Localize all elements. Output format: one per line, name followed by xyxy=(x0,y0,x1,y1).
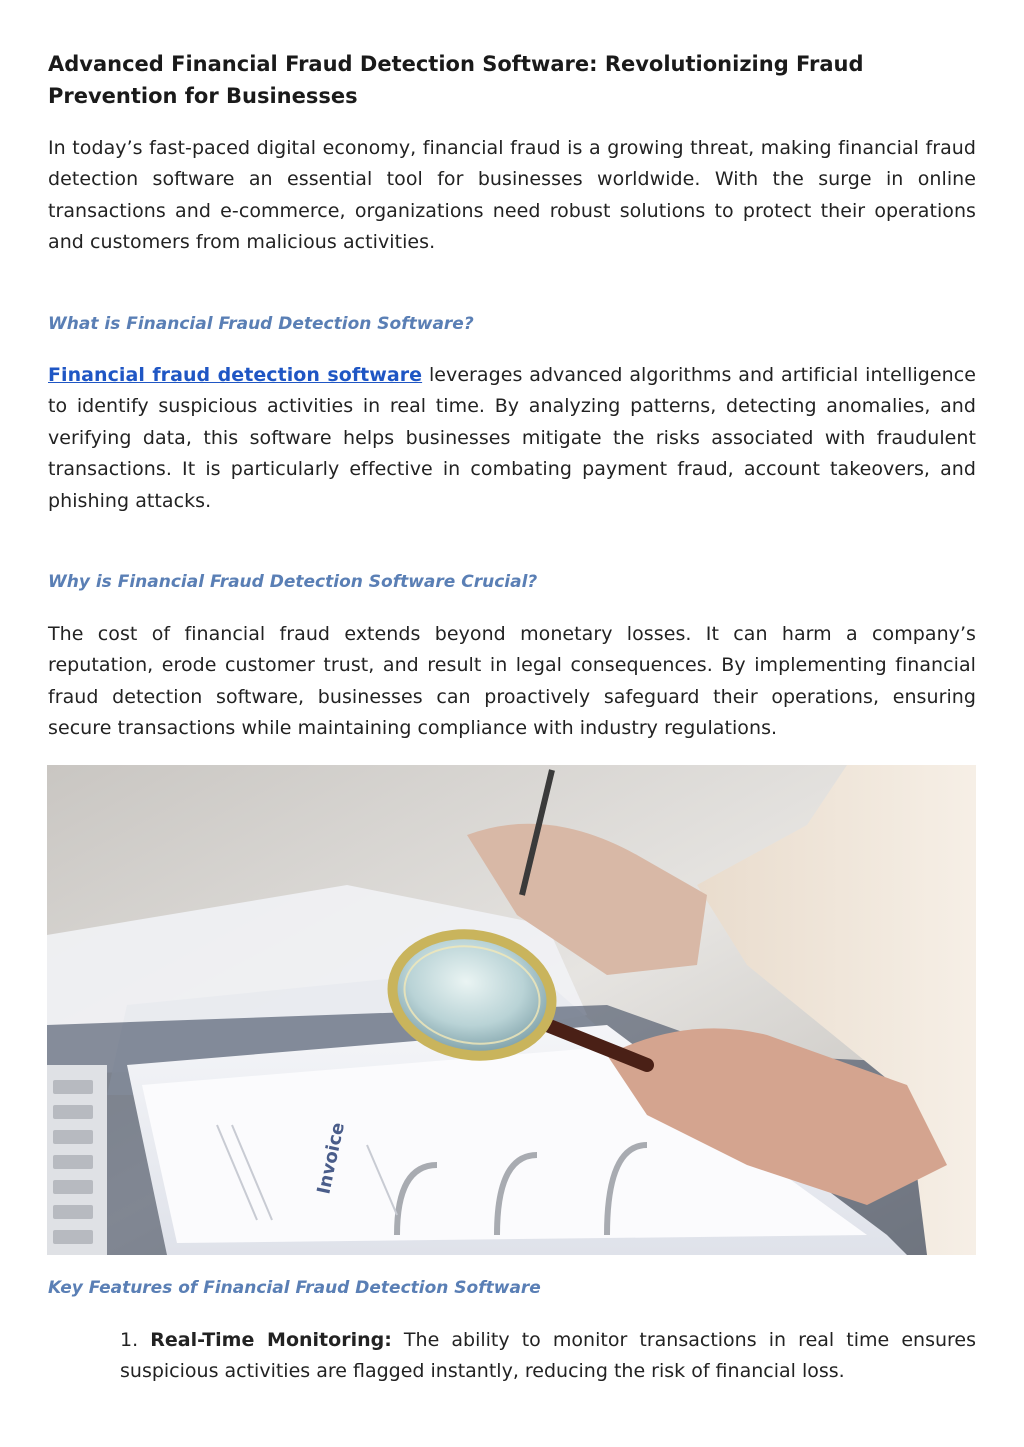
section-heading-what-is: What is Financial Fraud Detection Software? xyxy=(48,314,474,334)
section-body-what-is: leverages advanced algorithms and artificial intelligence to identify suspicious activities in real time. By analyzing patterns, detecting anomalies, and verifying data, this software helps businesses mitigate the risks associated with fraudulent transactions. It is particularly effective in combating payment fraud, account takeovers, and phishing attacks. xyxy=(48,364,976,512)
fraud-software-link[interactable]: Financial fraud detection software xyxy=(48,364,423,386)
section-paragraph-why-crucial: The cost of financial fraud extends beyond monetary losses. It can harm a company’s reputation, erode customer trust, and result in legal consequences. By implementing financial fraud detection software, businesses can proactively safeguard their operations, ensuring secure transactions while maintaining compliance with industry regulations. xyxy=(48,623,976,740)
page-title: Advanced Financial Fraud Detection Software: Revolutionizing Fraud Prevention for Businesses xyxy=(48,52,864,108)
list-item xyxy=(120,1325,976,1388)
section-heading-why-crucial: Why is Financial Fraud Detection Software Crucial? xyxy=(48,572,538,592)
intro-paragraph: In today’s fast-paced digital economy, financial fraud is a growing threat, making financial fraud detection software an essential tool for businesses worldwide. With the surge in online transactions and e-commerce, organizations need robust solutions to protect their operations and customers from malicious activities. xyxy=(48,137,976,254)
section-paragraph-what-is xyxy=(48,360,976,517)
magnifying-glass-photo xyxy=(47,765,976,1255)
list-item-number: 1. xyxy=(120,1329,139,1351)
list-item-label: Real-Time Monitoring: xyxy=(150,1329,392,1351)
invoice-label: Invoice xyxy=(313,1120,350,1197)
list-item-text: The ability to monitor transactions in real time ensures suspicious activities are flagged instantly, reducing the risk of financial loss. xyxy=(120,1329,976,1383)
section-heading-key-features: Key Features of Financial Fraud Detection Software xyxy=(48,1278,541,1298)
